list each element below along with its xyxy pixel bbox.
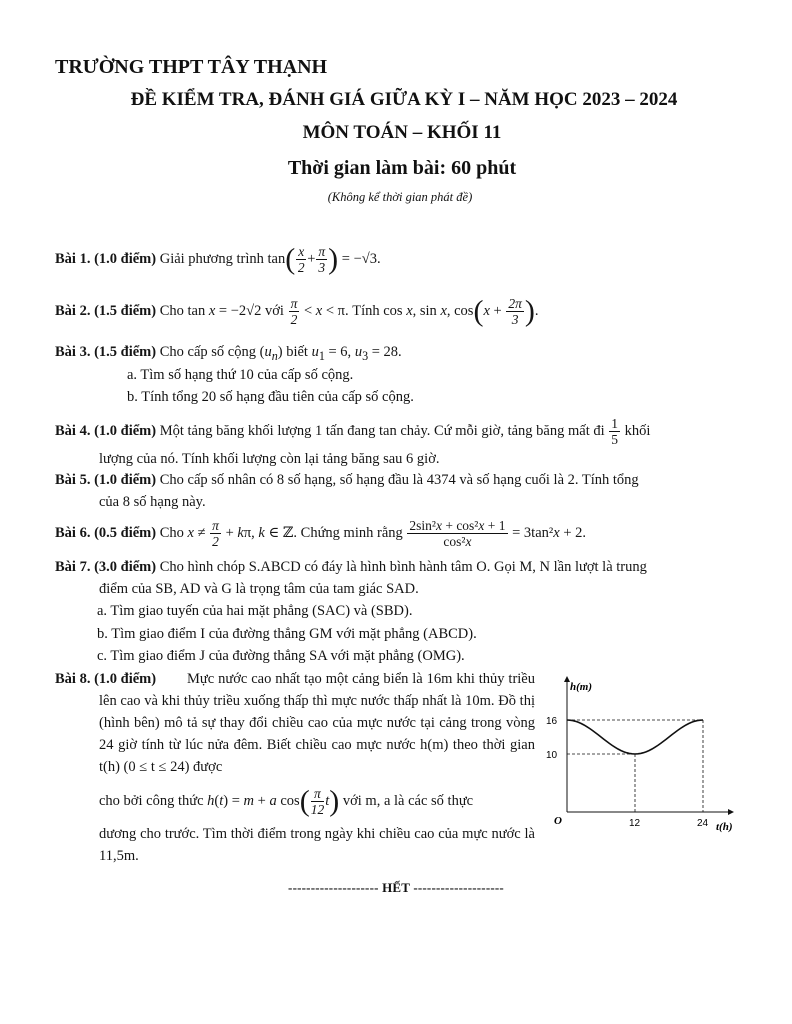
problem-6-formula-2: $\frac{\text{2sin²x + cos²x + 1}}{\text{cos²x}}$ = 3tan²x + 2. — [409, 518, 586, 549]
graph-axes — [564, 676, 734, 815]
problem-7-text: Cho hình chóp S.ABCD có đáy là hình bình hành tâm O. Gọi M, N lần lượt là trung — [159, 559, 647, 575]
problem-1 — [55, 244, 745, 275]
problem-8-formula: h(t) = m + a cos( $\frac{\pi}{12}$ t) — [207, 784, 340, 818]
problem-2-formula-2: $\frac{\pi}{2}$ < x < π — [290, 296, 345, 327]
problem-1-label: Bài 1. (1.0 điểm) — [55, 250, 157, 267]
problem-3-formula-1: $(u_n)$ — [259, 344, 283, 363]
problem-8-formula-line — [55, 786, 535, 817]
water-level-graph — [540, 672, 740, 842]
problem-6-formula-1: x ≠ $\frac{\pi}{2}$ + kπ, k ∈ ℤ. — [187, 518, 298, 549]
water-level-curve — [567, 720, 703, 754]
problem-3b: b. Tính tổng 20 số hạng đầu tiên của cấp số cộng. — [127, 389, 414, 405]
problem-8-text-3: với m, a là các số thực — [342, 792, 474, 809]
y-tick-10: 10 — [546, 750, 558, 761]
problem-2-text-3: . Tính — [344, 302, 380, 319]
exam-title: ĐỀ KIỂM TRA, ĐÁNH GIÁ GIỮA KỲ I – NĂM HỌC 2023 – 2024 — [130, 89, 678, 110]
problem-6 — [55, 518, 745, 549]
problem-6-text-1: Cho — [159, 524, 184, 541]
problem-2-formula-1: tan x = −2√2 — [187, 302, 262, 319]
problem-4-label: Bài 4. (1.0 điểm) — [55, 422, 157, 439]
problem-4-text-2: khối — [624, 422, 651, 439]
problem-3a: a. Tìm số hạng thứ 10 của cấp số cộng. — [127, 367, 354, 383]
graph-guides — [567, 720, 703, 812]
problem-5-line-2: của 8 số hạng này. — [99, 494, 206, 510]
problem-6-text-2: Chứng minh rằng — [300, 524, 403, 541]
problem-8-label: Bài 8. (1.0 điểm) — [55, 671, 157, 687]
problem-3 — [55, 341, 745, 367]
problem-4-text-1: Một tảng băng khối lượng 1 tấn đang tan chảy. Cứ mỗi giờ, tảng băng mất đi — [159, 422, 605, 439]
x-tick-24: 24 — [697, 818, 709, 829]
problem-2-formula-3: cos x, sin x, cos(x + $\frac{2\pi}{3}$ ). — [383, 294, 539, 328]
school-name: TRƯỜNG THPT TÂY THẠNH — [55, 56, 328, 78]
problem-4-line-2: lượng của nó. Tính khối lượng còn lại tảng băng sau 6 giờ. — [99, 451, 440, 467]
problem-5-text: Cho cấp số nhân có 8 số hạng, số hạng đầu là 4374 và số hạng cuối là 2. Tính tổng — [159, 472, 639, 488]
problem-7a: a. Tìm giao tuyến của hai mặt phẳng (SAC) và (SBD). — [97, 603, 413, 619]
problem-3-text-2: biết — [286, 344, 308, 360]
problem-2 — [55, 296, 745, 327]
problem-3-text: Cho cấp số cộng — [159, 344, 256, 360]
problem-8-text-2: cho bởi công thức — [99, 792, 204, 809]
problem-5-label: Bài 5. (1.0 điểm) — [55, 472, 157, 488]
problem-7-label: Bài 7. (3.0 điểm) — [55, 559, 157, 575]
y-axis-label: h(m) — [570, 681, 592, 693]
problem-2-text-2: với — [265, 302, 284, 319]
problem-3-label: Bài 3. (1.5 điểm) — [55, 344, 157, 360]
problem-8-text-4: dương cho trước. Tìm thời điểm trong ngày khi chiều cao của mực nước là 11,5m. — [99, 826, 535, 864]
origin-label: O — [554, 815, 562, 827]
problem-2-label: Bài 2. (1.5 điểm) — [55, 302, 157, 319]
y-tick-16: 16 — [546, 716, 558, 727]
problem-4-fraction: $\frac{1}{5}$ — [611, 416, 618, 447]
problem-8-text-1: Mực nước cao nhất tạo một cảng biển là 16m khi thủy triều lên cao và khi thủy triều xuống thấp thì mực nước thấp nhất là 10m. Đồ thị (hình bên) mô tả sự thay đổi chiều cao của mực nước tại cảng trong vòng 24 giờ tính từ lúc nửa đêm. Biết chiều cao mực nước h(m) theo thời gian t(h) (0 ≤ t ≤ 24) được — [99, 671, 535, 775]
problem-2-text-1: Cho — [159, 302, 184, 319]
problem-7 — [55, 556, 745, 578]
exam-duration: Thời gian làm bài: 60 phút — [287, 157, 517, 179]
end-marker: -------------------- HẾT -------------------- — [288, 880, 504, 895]
problem-7b: b. Tìm giao điểm I của đường thẳng GM với mặt phẳng (ABCD). — [97, 626, 477, 642]
problem-1-formula: tan( $\frac{x}{2}$ + $\frac{\pi}{3}$ ) = −√3. — [267, 242, 381, 276]
x-axis-label: t(h) — [716, 821, 733, 833]
problem-8 — [55, 668, 535, 867]
problem-1-text: Giải phương trình — [159, 250, 264, 267]
problem-4 — [55, 416, 745, 447]
exam-subject: MÔN TOÁN – KHỐI 11 — [302, 122, 502, 143]
problem-3-formula-2: $u_1 = 6$, $u_3 = 28$. — [311, 344, 402, 363]
problem-7c: c. Tìm giao điểm J của đường thẳng SA với mặt phẳng (OMG). — [97, 648, 465, 664]
problem-7-line-2: điểm của SB, AD và G là trọng tâm của tam giác SAD. — [99, 581, 419, 597]
problem-6-label: Bài 6. (0.5 điểm) — [55, 524, 157, 541]
problem-5 — [55, 469, 745, 491]
exam-note: (Không kể thời gian phát đề) — [327, 190, 473, 204]
x-tick-12: 12 — [629, 818, 641, 829]
x-axis-arrow — [728, 809, 734, 815]
